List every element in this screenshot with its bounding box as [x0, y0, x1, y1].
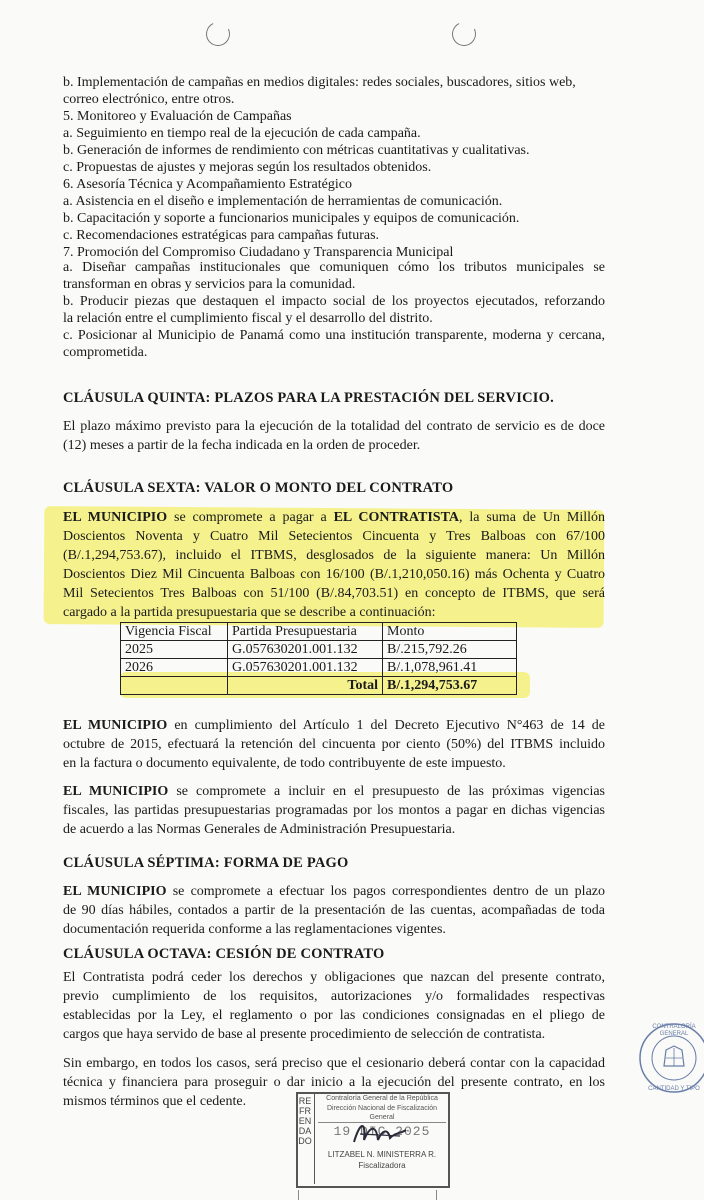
paragraph-line: técnica y financiera para proseguir o dar inicio a la ejecución del presente contrato, en los — [63, 1075, 605, 1090]
table-header-row — [121, 623, 517, 641]
party-name: EL MUNICIPIO — [63, 718, 168, 733]
table-header: Monto — [383, 623, 517, 641]
stamp-side-text: REFRENDADO — [298, 1096, 312, 1146]
list-item: 6. Asesoría Técnica y Acompañamiento Estratégico — [63, 177, 352, 192]
paragraph-line: El Contratista podrá ceder los derechos y obligaciones que nazcan del presente contrato, — [63, 970, 605, 985]
list-item: a. Asistencia en el diseño e implementación de herramientas de comunicación. — [63, 194, 503, 209]
paragraph-line: El plazo máximo previsto para la ejecución de la totalidad del contrato de servicio es de doce — [63, 419, 605, 434]
table-cell: G.057630201.001.132 — [228, 659, 383, 677]
paragraph-line: octubre de 2015, efectuará la retención del cincuenta por ciento (50%) del ITBMS incluido — [63, 737, 605, 752]
seal-text: CONTRALORÍA GENERAL — [652, 1024, 696, 1037]
list-item: correo electrónico, entre otros. — [63, 92, 235, 107]
stamp-date: 19 DIC 2025 — [333, 1124, 431, 1139]
paragraph-line: mismos términos que el cedente. — [63, 1094, 247, 1109]
paragraph-line: cargos que haya servido de base al presente procedimiento de selección de contratista. — [63, 1027, 546, 1042]
table-cell — [121, 677, 228, 695]
list-item: b. Implementación de campañas en medios digitales: redes sociales, buscadores, sitios web, — [63, 75, 576, 90]
paragraph-line: documentación requerida conforme a las reglamentaciones vigentes. — [63, 922, 446, 937]
list-item: transforman en obras y servicios para la comunidad. — [63, 277, 356, 292]
list-item: c. Recomendaciones estratégicas para campañas futuras. — [63, 228, 380, 243]
page-edge-mark — [298, 1190, 303, 1200]
clause-paragraph — [63, 716, 605, 773]
table-cell: B/.1,078,961.41 — [383, 659, 517, 677]
paragraph-line: (B/.1,294,753.67), incluido el ITBMS, desglosados de la siguiente manera: Un Millón — [63, 548, 605, 563]
table-cell: G.057630201.001.132 — [228, 641, 383, 659]
text-run: , la suma de Un Millón — [458, 510, 605, 525]
paragraph-line — [63, 508, 605, 527]
table-cell: 2025 — [121, 641, 228, 659]
clause-paragraph — [63, 882, 605, 939]
clause-heading: CLÁUSULA SEXTA: VALOR O MONTO DEL CONTRATO — [63, 480, 454, 496]
clause-heading: CLÁUSULA OCTAVA: CESIÓN DE CONTRATO — [63, 946, 385, 962]
paragraph-line: Mil Setecientos Tres Balboas con 51/100 (B/.84,703.51) en concepto de ITBMS, que será — [63, 586, 605, 601]
stamp-name: LITZABEL N. MINISTERRA R. — [327, 1150, 437, 1159]
budget-table — [120, 622, 517, 695]
paragraph-line: Doscientos Noventa y Cuatro Mil Setecientos Cincuenta y Tres Balboas con 67/100 — [63, 529, 605, 544]
paragraph-line: de 90 días hábiles, contados a partir de la presentación de las cuentas, acompañadas de toda — [63, 903, 605, 918]
paragraph-line: previo cumplimiento de los requisitos, autorizaciones y/o formalidades respectivas — [63, 989, 605, 1004]
paragraph-line — [63, 716, 605, 735]
seal-subtext: CANTIDAD Y TIPO — [648, 1086, 700, 1092]
list-item: 5. Monitoreo y Evaluación de Campañas — [63, 109, 292, 124]
party-name: EL MUNICIPIO — [63, 884, 167, 899]
party-name: EL MUNICIPIO — [63, 784, 169, 799]
table-total-row — [121, 677, 517, 695]
list-item: la relación entre el cumplimiento fiscal y el desarrollo del distrito. — [63, 311, 433, 326]
list-item: b. Capacitación y soporte a funcionarios municipales y equipos de comunicación. — [63, 211, 520, 226]
list-item: a. Seguimiento en tiempo real de la ejecución de cada campaña. — [63, 126, 421, 141]
paragraph-line — [63, 782, 605, 801]
signature — [350, 1116, 410, 1150]
total-value: B/.1,294,753.67 — [383, 677, 517, 695]
stamp-org: Contraloría General de la República — [326, 1095, 438, 1102]
clause-paragraph — [63, 417, 605, 455]
paragraph-line: en la factura o documento equivalente, de todo contribuyente de este impuesto. — [63, 756, 506, 771]
list-item: b. Generación de informes de rendimiento con métricas cuantitativas y cualitativas. — [63, 143, 530, 158]
clause-heading: CLÁUSULA SÉPTIMA: FORMA DE PAGO — [63, 855, 349, 871]
list-item: c. Propuestas de ajustes y mejoras según los resultados obtenidos. — [63, 160, 432, 175]
clause-paragraph — [63, 968, 605, 1044]
total-label: Total — [228, 677, 383, 695]
paragraph-line: de acuerdo a las Normas Generales de Administración Presupuestaria. — [63, 822, 456, 837]
table-row — [121, 659, 517, 677]
table-cell: B/.215,792.26 — [383, 641, 517, 659]
list-item: b. Producir piezas que destaquen el impacto social de los proyectos ejecutados, reforzando — [63, 294, 605, 309]
clause-heading: CLÁUSULA QUINTA: PLAZOS PARA LA PRESTACIÓN DEL SERVICIO. — [63, 390, 554, 406]
table-header: Vigencia Fiscal — [121, 623, 228, 641]
paragraph-line: establecidas por la Ley, el reglamento o por las condiciones consignadas en el pliego de — [63, 1008, 605, 1023]
text-run: se compromete a pagar a — [167, 510, 334, 525]
party-name: EL MUNICIPIO — [63, 510, 168, 525]
punch-hole-left — [203, 19, 234, 50]
paragraph-line: Doscientos Diez Mil Cincuenta Balboas con 16/100 (B/.1,210,050.16) más Ochenta y Cuatro — [63, 567, 605, 582]
paragraph-line: fiscales, las partidas presupuestarias programadas por los montos a pagar en dichas vigencias — [63, 803, 605, 818]
paragraph-line: (12) meses a partir de la fecha indicada en la orden de proceder. — [63, 438, 421, 453]
list-item: a. Diseñar campañas institucionales que comuniquen cómo los tributos municipales se — [63, 260, 605, 275]
paragraph-line: cargado a la partida presupuestaria que se describe a continuación: — [63, 605, 436, 620]
list-item: 7. Promoción del Compromiso Ciudadano y Transparencia Municipal — [63, 245, 454, 260]
list-item: comprometida. — [63, 345, 148, 360]
text-run: se compromete a efectuar los pagos correspondientes dentro de un plazo — [166, 884, 605, 899]
party-name: EL CONTRATISTA — [333, 510, 459, 525]
punch-hole-right — [449, 19, 480, 50]
clause-paragraph — [63, 782, 605, 839]
text-run: se compromete a incluir en el presupuesto de las próximas vigencias — [168, 784, 605, 799]
clause-paragraph — [63, 508, 605, 622]
table-header: Partida Presupuestaria — [228, 623, 383, 641]
table-row — [121, 641, 517, 659]
paragraph-line: Sin embargo, en todos los casos, será preciso que el cesionario deberá contar con la capacidad — [63, 1056, 605, 1071]
page-edge-mark — [436, 1190, 441, 1200]
table-cell: 2026 — [121, 659, 228, 677]
text-run: en cumplimiento del Artículo 1 del Decreto Ejecutivo N°463 de 14 de — [167, 718, 605, 733]
list-item-block — [63, 259, 605, 361]
stamp-role: Fiscalizadora — [358, 1161, 406, 1170]
paragraph-line — [63, 882, 605, 901]
stamp-dept: Dirección Nacional de Fiscalización General — [318, 1104, 446, 1123]
list-item: c. Posicionar al Municipio de Panamá como una institución transparente, moderna y cercana, — [63, 328, 605, 343]
